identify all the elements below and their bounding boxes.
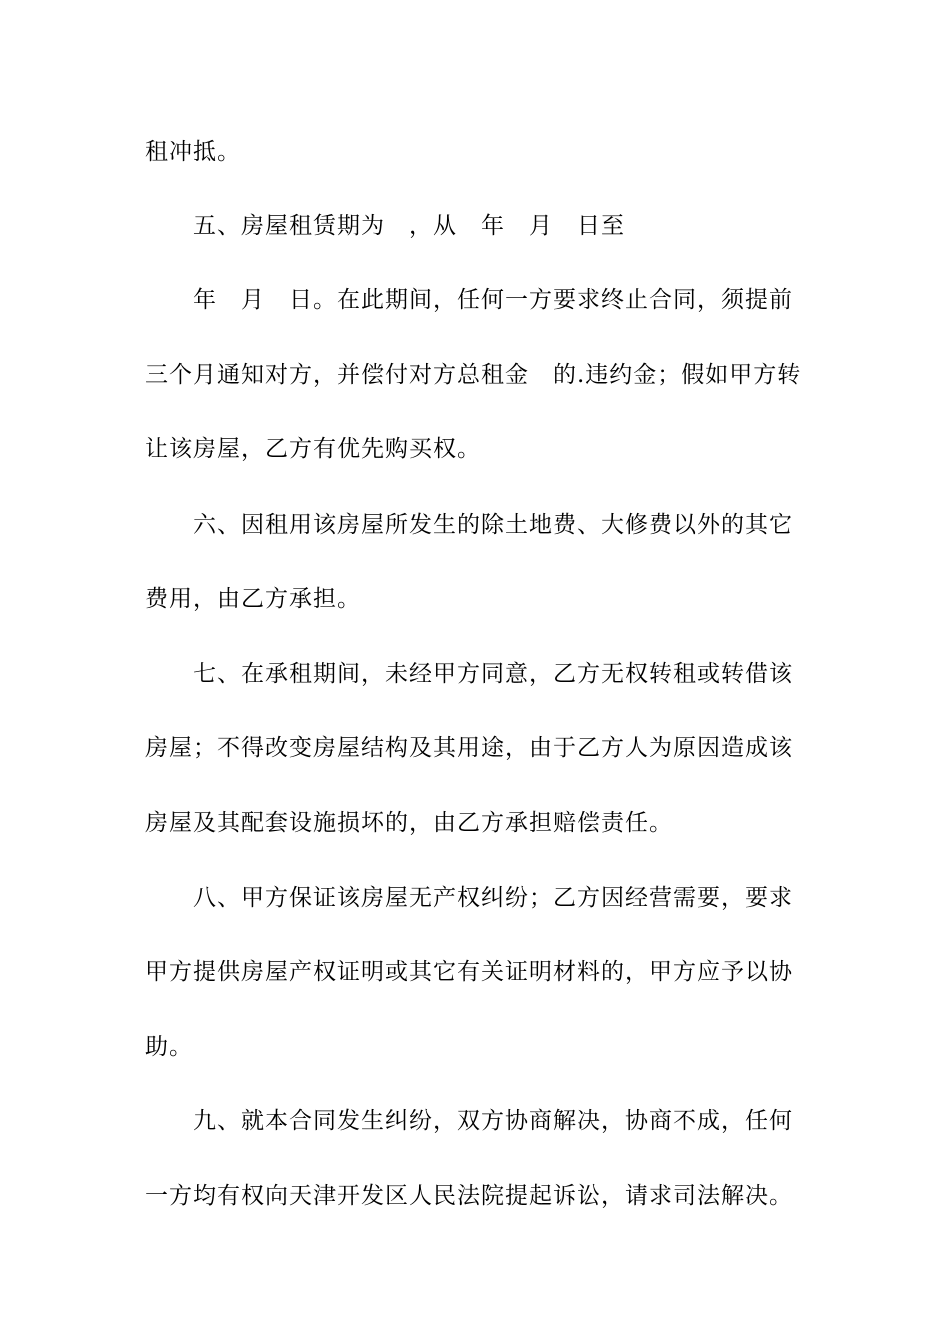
clause-9-line-1: 九、就本合同发生纠纷，双方协商解决，协商不成，任何 — [193, 1108, 793, 1134]
clause-7-line-2: 房屋；不得改变房屋结构及其用途，由于乙方人为原因造成该 — [145, 735, 793, 761]
clause-5-line-1: 五、房屋租赁期为 ，从 年 月 日至 — [193, 213, 625, 239]
clause-6-line-1: 六、因租用该房屋所发生的除土地费、大修费以外的其它 — [193, 512, 793, 538]
clause-8-line-1: 八、甲方保证该房屋无产权纠纷；乙方因经营需要，要求 — [193, 885, 793, 911]
clause-8-line-2: 甲方提供房屋产权证明或其它有关证明材料的，甲方应予以协 — [145, 959, 793, 985]
clause-6-line-2: 费用，由乙方承担。 — [145, 586, 361, 612]
clause-7-line-1: 七、在承租期间，未经甲方同意，乙方无权转租或转借该 — [193, 661, 793, 687]
clause-5-line-4: 让该房屋，乙方有优先购买权。 — [145, 436, 481, 462]
text-line-1: 租冲抵。 — [145, 139, 241, 165]
clause-5-line-3: 三个月通知对方，并偿付对方总租金 的.违约金；假如甲方转 — [145, 362, 802, 388]
clause-5-line-2: 年 月 日。在此期间，任何一方要求终止合同，须提前 — [193, 287, 793, 313]
clause-8-line-3: 助。 — [145, 1034, 193, 1060]
clause-9-line-2: 一方均有权向天津开发区人民法院提起诉讼，请求司法解决。 — [145, 1183, 793, 1209]
clause-7-line-3: 房屋及其配套设施损坏的，由乙方承担赔偿责任。 — [145, 810, 673, 836]
